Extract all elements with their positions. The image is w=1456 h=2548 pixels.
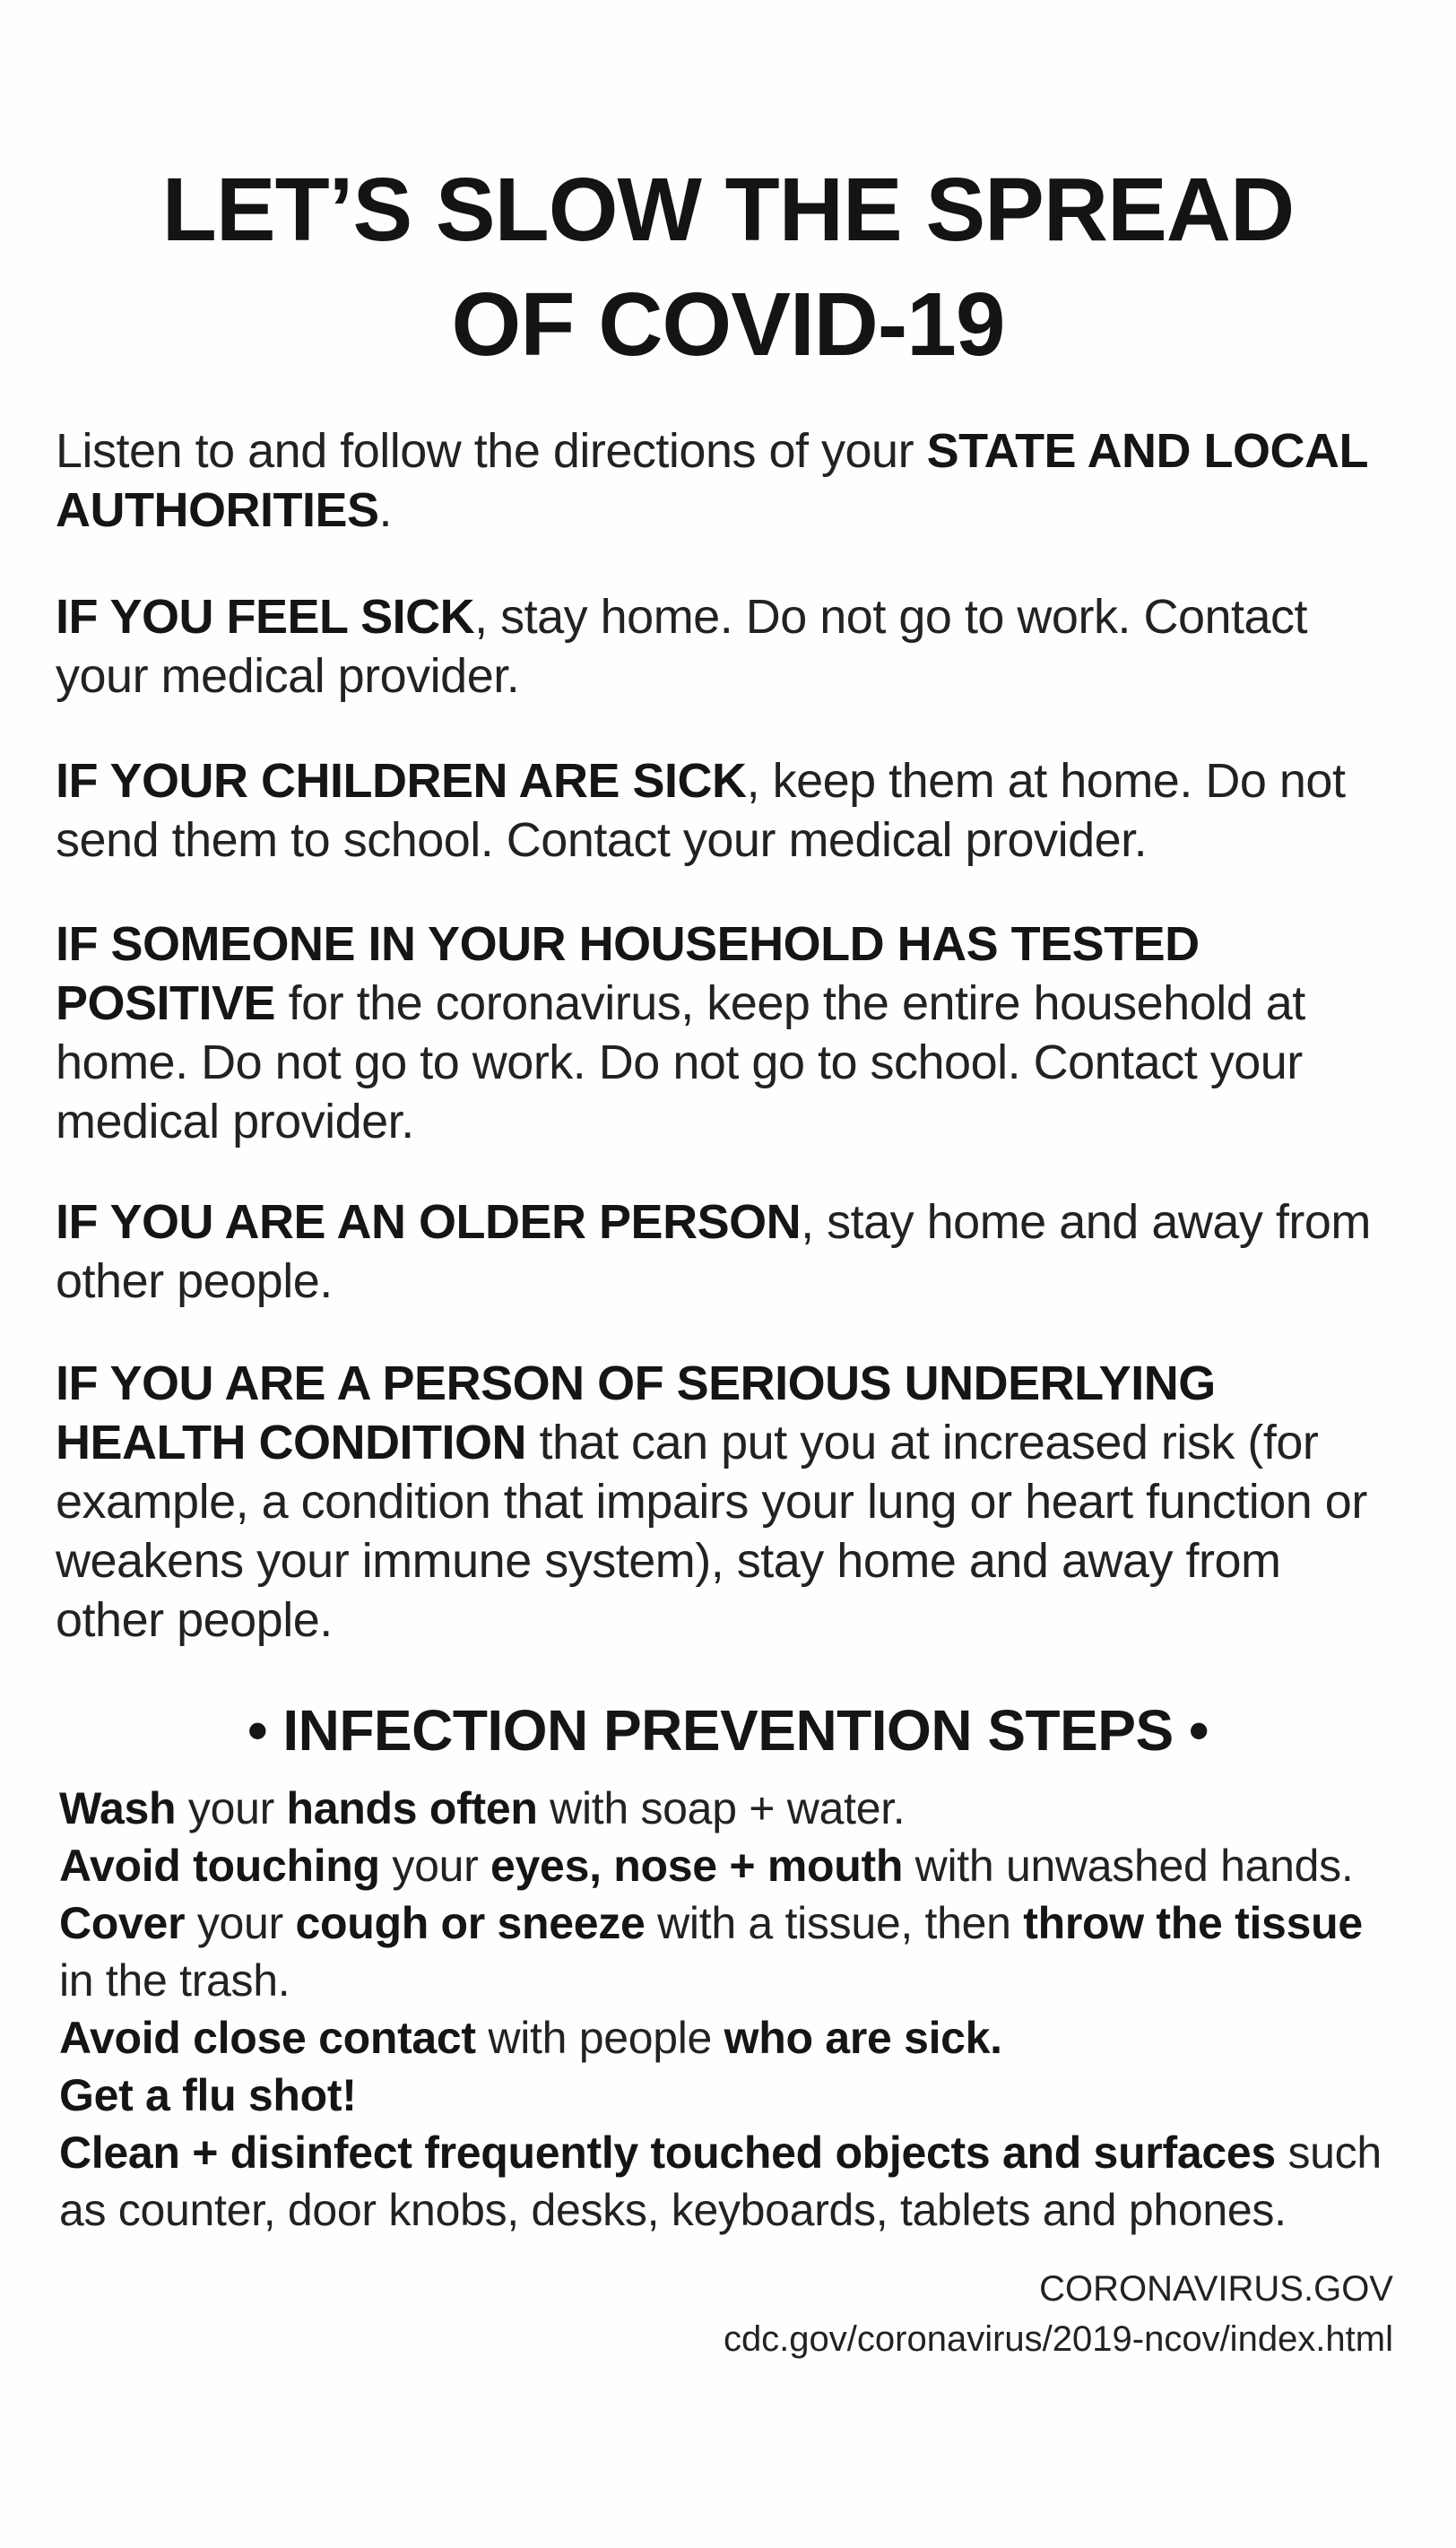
prevention-steps-list [59, 1780, 1404, 2239]
footer-url: cdc.gov/coronavirus/2019-ncov/index.html [723, 2319, 1393, 2359]
step-emphasis: Wash [59, 1783, 177, 1833]
step-emphasis: Avoid close contact [59, 2013, 476, 2063]
step-emphasis: Avoid touching [59, 1841, 380, 1891]
paragraph-emphasis: IF YOU ARE AN OLDER PERSON [56, 1195, 802, 1249]
step-avoid-contact [59, 2009, 1404, 2067]
step-wash-hands [59, 1780, 1404, 1837]
paragraph-emphasis: IF SOMEONE IN YOUR HOUSEHOLD HAS TESTED POSITIVE [56, 917, 1200, 1030]
paragraph-household-positive [56, 914, 1400, 1151]
step-cover-cough [59, 1894, 1404, 2009]
step-emphasis: cough or sneeze [295, 1898, 646, 1948]
step-text: with a tissue, then [645, 1898, 1024, 1948]
title-line-1: LET’S SLOW THE SPREAD [161, 160, 1295, 260]
paragraph-text: Listen to and follow the directions of your [56, 424, 927, 478]
step-text: with soap + water. [537, 1783, 906, 1833]
paragraph-text: , stay home and away from other people. [56, 1195, 1371, 1308]
paragraph-older-person [56, 1192, 1400, 1311]
step-emphasis: Cover [59, 1898, 186, 1948]
step-emphasis: Clean + disinfect frequently touched objects and surfaces [59, 2128, 1276, 2178]
paragraph-emphasis: STATE AND LOCAL AUTHORITIES [56, 424, 1368, 537]
paragraph-text: , stay home. Do not go to work. Contact your medical provider. [56, 590, 1308, 703]
step-text: with people [475, 2013, 724, 2063]
footer-site: CORONAVIRUS.GOV [1039, 2269, 1393, 2309]
step-emphasis: Get a flu shot! [59, 2070, 357, 2120]
step-text: with unwashed hands. [903, 1841, 1354, 1891]
paragraph-text: . [378, 483, 393, 537]
footer [724, 2264, 1393, 2364]
prevention-heading: • INFECTION PREVENTION STEPS • [247, 1698, 1209, 1763]
paragraph-emphasis: IF YOU ARE A PERSON OF SERIOUS UNDERLYING HEALTH CONDITION [56, 1356, 1216, 1469]
step-text: your [185, 1898, 296, 1948]
step-emphasis: who are sick. [724, 2013, 1002, 2063]
page-title [0, 152, 1456, 382]
paragraph-text: that can put you at increased risk (for example, a condition that impairs your lung or heart function or weakens your immune system), stay home and away from other people. [56, 1416, 1367, 1647]
step-emphasis: throw the tissue [1023, 1898, 1363, 1948]
paragraph-text: , keep them at home. Do not send them to school. Contact your medical provider. [56, 754, 1346, 867]
step-text: in the trash. [59, 1955, 290, 2006]
step-text: such as counter, door knobs, desks, keyboards, tablets and phones. [59, 2128, 1382, 2235]
paragraph-emphasis: IF YOU FEEL SICK [56, 590, 475, 644]
paragraph-text: for the coronavirus, keep the entire household at home. Do not go to work. Do not go to school. Contact your medical provider. [56, 976, 1305, 1148]
step-flu-shot [59, 2067, 1404, 2124]
step-text: your [379, 1841, 491, 1891]
paragraph-children-sick [56, 751, 1400, 870]
paragraph-underlying-condition [56, 1354, 1400, 1650]
step-avoid-touching [59, 1837, 1404, 1894]
paragraph-emphasis: IF YOUR CHILDREN ARE SICK [56, 754, 747, 808]
step-text: your [176, 1783, 287, 1833]
paragraph-feel-sick [56, 587, 1400, 706]
step-emphasis: hands often [286, 1783, 538, 1833]
step-clean-disinfect [59, 2124, 1404, 2239]
paragraph-authorities [56, 421, 1400, 540]
title-line-2: OF COVID-19 [451, 274, 1005, 375]
step-emphasis: eyes, nose + mouth [490, 1841, 904, 1891]
